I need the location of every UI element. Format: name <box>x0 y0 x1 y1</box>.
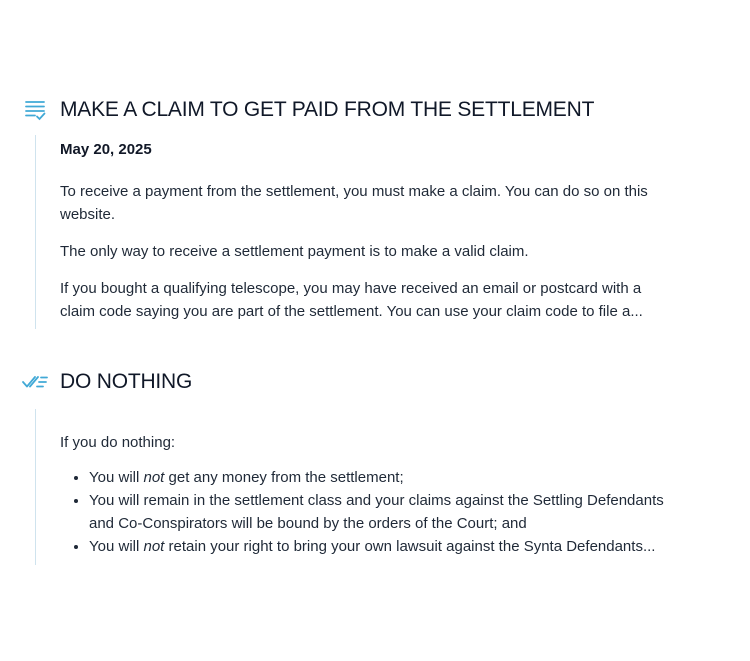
claim-paragraph: If you bought a qualifying telescope, you may have received an email or postcard with a claim code saying you are part of the settlement. You can use your claim code to file a... <box>60 280 643 320</box>
do-nothing-body <box>35 409 680 565</box>
bullet-text: retain your right to bring your own lawsuit against the Synta Defendants... <box>164 538 656 555</box>
double-check-icon <box>22 371 48 393</box>
list-item <box>89 535 680 558</box>
claim-section-title: MAKE A CLAIM TO GET PAID FROM THE SETTLEMENT <box>60 98 595 121</box>
do-nothing-header <box>0 368 750 396</box>
claim-section-header <box>0 96 750 124</box>
do-nothing-section <box>0 368 750 565</box>
claim-paragraph: To receive a payment from the settlement, you must make a claim. You can do so on this website. <box>60 183 648 223</box>
list-item <box>89 466 680 489</box>
claim-date: May 20, 2025 <box>60 141 152 158</box>
do-nothing-intro: If you do nothing: <box>60 434 176 451</box>
bullet-text: You will <box>89 469 144 486</box>
bullet-text: get any money from the settlement; <box>164 469 404 486</box>
document-check-icon <box>24 99 46 121</box>
list-item <box>89 489 680 535</box>
claim-section <box>0 96 750 329</box>
bullet-emphasis: not <box>143 538 165 555</box>
consequence-list <box>60 466 680 558</box>
bullet-text: You will <box>89 538 144 555</box>
do-nothing-title: DO NOTHING <box>60 370 193 393</box>
bullet-text: You will remain in the settlement class and your claims against the Settling Defendants and Co-Conspirators will be bound by the orders of the Court; and <box>89 492 664 532</box>
bullet-emphasis: not <box>143 469 165 486</box>
claim-section-body <box>35 135 680 329</box>
claim-paragraph: The only way to receive a settlement payment is to make a valid claim. <box>60 243 529 260</box>
